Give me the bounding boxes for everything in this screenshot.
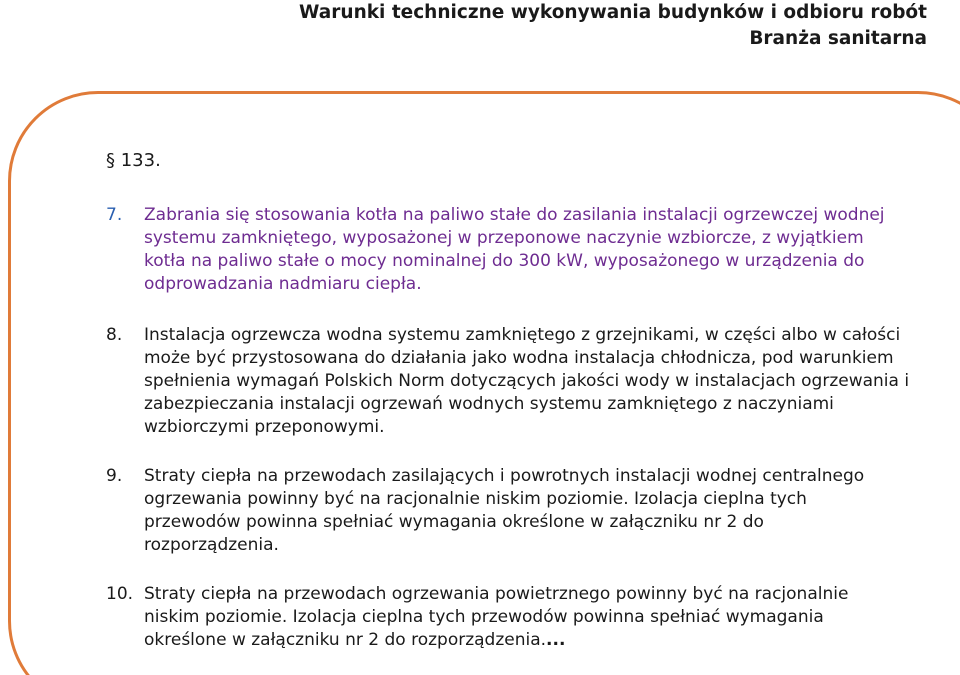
item-line: określone w załączniku nr 2 do rozporządzenia. bbox=[144, 630, 547, 650]
item-number: 8. bbox=[106, 325, 123, 345]
paragraph-heading: § 133. bbox=[106, 150, 161, 171]
item-line: systemu zamkniętego, wyposażonej w przeponowe naczynie wzbiorcze, z wyjątkiem bbox=[144, 228, 864, 248]
item-number: 9. bbox=[106, 466, 123, 486]
item-text bbox=[144, 583, 848, 652]
item-text bbox=[144, 465, 864, 557]
item-line: ogrzewania powinny być na racjonalnie niskim poziomie. Izolacja cieplna tych bbox=[144, 489, 807, 509]
item-line: może być przystosowana do działania jako wodna instalacja chłodnicza, pod warunkiem bbox=[144, 348, 894, 368]
item-line: Straty ciepła na przewodach zasilających i powrotnych instalacji wodnej centralnego bbox=[144, 466, 865, 486]
item-line: wzbiorczymi przeponowymi. bbox=[144, 417, 385, 437]
header-title: Warunki techniczne wykonywania budynków i odbioru robót bbox=[299, 2, 927, 23]
item-number: 7. bbox=[106, 205, 123, 225]
header-subtitle: Branża sanitarna bbox=[749, 28, 927, 49]
item-line: rozporządzenia. bbox=[144, 535, 279, 555]
item-line-last bbox=[144, 629, 848, 652]
item-line: odprowadzania nadmiaru ciepła. bbox=[144, 274, 422, 294]
item-line: zabezpieczania instalacji ogrzewań wodnych systemu zamkniętego z naczyniami bbox=[144, 394, 834, 414]
item-text bbox=[144, 204, 885, 296]
item-line: Zabrania się stosowania kotła na paliwo stałe do zasilania instalacji ogrzewczej wodnej bbox=[144, 205, 885, 225]
item-line: spełnienia wymagań Polskich Norm dotyczących jakości wody w instalacjach ogrzewania i bbox=[144, 371, 910, 391]
item-number: 10. bbox=[106, 584, 134, 604]
item-line: przewodów powinna spełniać wymagania określone w załączniku nr 2 do bbox=[144, 512, 764, 532]
item-line: kotła na paliwo stałe o mocy nominalnej do 300 kW, wyposażonego w urządzenia do bbox=[144, 251, 865, 271]
item-text bbox=[144, 324, 909, 439]
trailing-ellipsis: ... bbox=[546, 630, 566, 650]
item-line: Instalacja ogrzewcza wodna systemu zamkniętego z grzejnikami, w części albo w całości bbox=[144, 325, 901, 345]
item-line: Straty ciepła na przewodach ogrzewania powietrznego powinny być na racjonalnie bbox=[144, 584, 849, 604]
item-line: niskim poziomie. Izolacja cieplna tych przewodów powinna spełniać wymagania bbox=[144, 607, 824, 627]
